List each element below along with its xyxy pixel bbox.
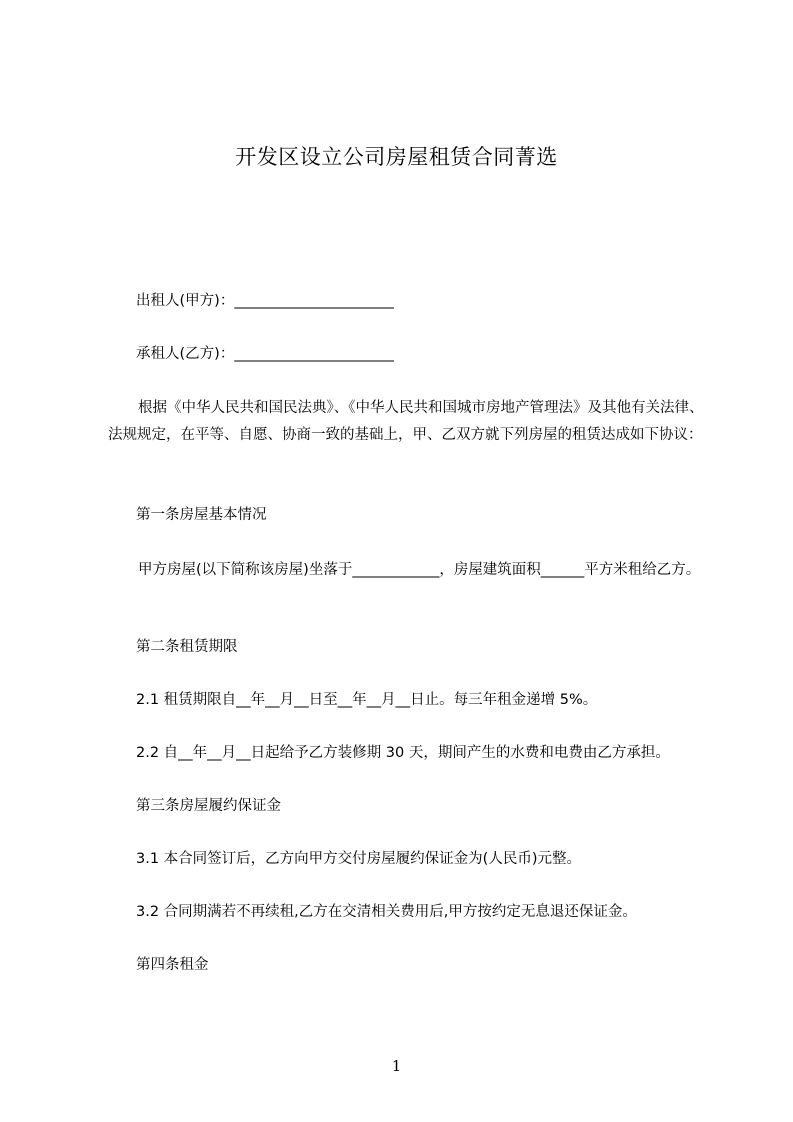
lessor-line: 出租人(甲方)：______________________	[136, 293, 394, 309]
lessee-line: 承租人(乙方)：______________________	[136, 346, 394, 362]
clause-2-1: 2.1 租赁期限自__年__月__日至__年__月__日止。每三年租金递增 5%。	[136, 692, 598, 708]
article1-text: 甲方房屋(以下简称该房屋)坐落于____________，房屋建筑面积______平方米租给乙方。	[138, 562, 701, 578]
article2-heading: 第二条租赁期限	[136, 639, 238, 655]
page-number: 1	[391, 1057, 402, 1075]
article4-heading: 第四条租金	[136, 957, 209, 973]
clause-3-1: 3.1 本合同签订后，乙方向甲方交付房屋履约保证金为(人民币)元整。	[136, 851, 581, 867]
article3-heading: 第三条房屋履约保证金	[136, 798, 281, 814]
clause-2-2: 2.2 自__年__月__日起给予乙方装修期 30 天，期间产生的水费和电费由乙方承担。	[136, 745, 670, 761]
clause-3-2: 3.2 合同期满若不再续租,乙方在交清相关费用后,甲方按约定无息退还保证金。	[136, 904, 637, 920]
preamble-paragraph	[108, 395, 708, 449]
article1-heading: 第一条房屋基本情况	[136, 507, 267, 523]
preamble-text: 根据《中华人民共和国民法典》、《中华人民共和国城市房地产管理法》及其他有关法律、法规规定，在平等、自愿、协商一致的基础上，甲、乙双方就下列房屋的租赁达成如下协议：	[108, 400, 704, 443]
document-title: 开发区设立公司房屋租赁合同菁选	[235, 145, 558, 169]
article1-paragraph	[108, 557, 708, 584]
